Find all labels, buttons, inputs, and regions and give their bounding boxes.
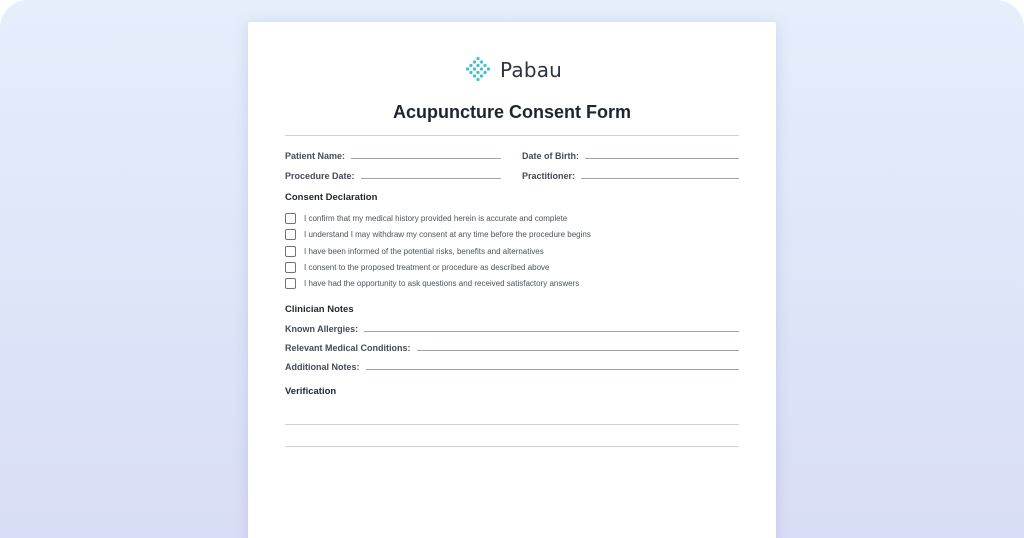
date-of-birth-field[interactable] [522, 151, 739, 161]
practitioner-label: Practitioner: [522, 171, 576, 181]
relevant-conditions-line[interactable] [417, 350, 739, 351]
consent-item[interactable] [285, 213, 567, 224]
known-allergies-line[interactable] [364, 331, 739, 332]
consent-item-text: I confirm that my medical history provided herein is accurate and complete [304, 214, 568, 223]
patient-name-field[interactable] [285, 151, 501, 161]
consent-checkbox[interactable] [285, 262, 296, 273]
form-title: Acupuncture Consent Form [392, 102, 631, 122]
patient-name-line[interactable] [351, 158, 501, 159]
clinician-notes-heading: Clinician Notes [285, 304, 354, 315]
consent-item[interactable] [285, 246, 544, 257]
practitioner-field[interactable] [522, 171, 739, 181]
procedure-date-label: Procedure Date: [285, 171, 355, 181]
date-of-birth-label: Date of Birth: [522, 151, 579, 161]
date-of-birth-line[interactable] [585, 158, 739, 159]
consent-item-text: I have had the opportunity to ask questions and received satisfactory answers [304, 279, 580, 288]
known-allergies-label: Known Allergies: [285, 324, 359, 334]
diamond-dots-logo-icon [464, 56, 492, 84]
title-divider [285, 135, 739, 136]
brand-name: Pabau [500, 58, 563, 82]
brand-logo [464, 55, 562, 85]
procedure-date-field[interactable] [285, 171, 501, 181]
consent-declaration-heading: Consent Declaration [285, 192, 378, 203]
consent-item[interactable] [285, 278, 579, 289]
consent-checkbox[interactable] [285, 246, 296, 257]
known-allergies-field[interactable] [285, 324, 739, 334]
verification-line[interactable] [285, 446, 739, 447]
consent-item-text: I understand I may withdraw my consent at any time before the procedure begins [304, 230, 591, 239]
consent-form-document [248, 22, 776, 538]
patient-name-label: Patient Name: [285, 151, 346, 161]
additional-notes-line[interactable] [366, 369, 740, 370]
verification-heading: Verification [285, 386, 337, 397]
consent-checkbox[interactable] [285, 213, 296, 224]
consent-checkbox[interactable] [285, 229, 296, 240]
consent-item-text: I consent to the proposed treatment or procedure as described above [304, 263, 550, 272]
verification-line[interactable] [285, 424, 739, 425]
additional-notes-field[interactable] [285, 362, 739, 372]
relevant-conditions-label: Relevant Medical Conditions: [285, 343, 411, 353]
additional-notes-label: Additional Notes: [285, 362, 360, 372]
consent-item[interactable] [285, 229, 591, 240]
relevant-conditions-field[interactable] [285, 343, 739, 353]
consent-item[interactable] [285, 262, 549, 273]
consent-checkbox[interactable] [285, 278, 296, 289]
practitioner-line[interactable] [581, 178, 739, 179]
consent-item-text: I have been informed of the potential risks, benefits and alternatives [304, 247, 544, 256]
procedure-date-line[interactable] [361, 178, 501, 179]
